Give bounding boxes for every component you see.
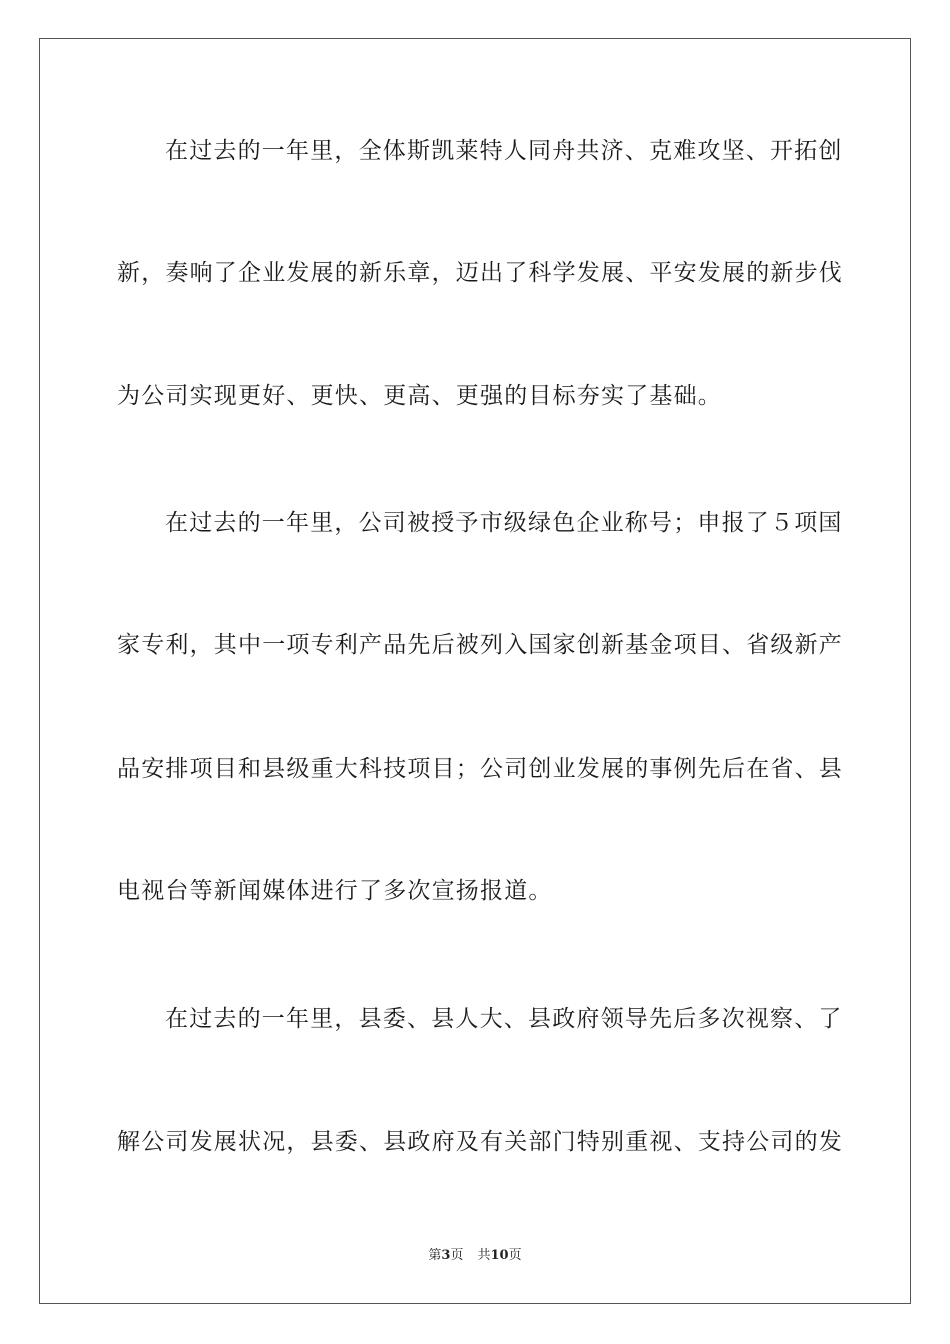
paragraph-1-line-3: 为公司实现更好、更快、更高、更强的目标夯实了基础。: [117, 383, 722, 409]
page-current: 3: [441, 1248, 451, 1263]
page-total: 10: [490, 1248, 509, 1263]
paragraph-3-line-2: 解公司发展状况，县委、县政府及有关部门特别重视、支持公司的发: [117, 1129, 843, 1155]
paragraph-1-line-2: 新，奏响了企业发展的新乐章，迈出了科学发展、平安发展的新步伐: [117, 260, 843, 286]
page-footer: [0, 1247, 950, 1265]
paragraph-2-line-2: 家专利，其中一项专利产品先后被列入国家创新基金项目、省级新产: [117, 632, 843, 658]
total-prefix: 共: [477, 1248, 491, 1263]
paragraph-2-line-1: 在过去的一年里，公司被授予市级绿色企业称号；申报了５项国: [165, 510, 843, 536]
page-prefix: 第: [428, 1248, 442, 1263]
paragraph-1-line-1: 在过去的一年里，全体斯凯莱特人同舟共济、克难攻坚、开拓创: [165, 138, 843, 164]
page-frame: [39, 38, 911, 1304]
paragraph-3-line-1: 在过去的一年里，县委、县人大、县政府领导先后多次视察、了: [165, 1006, 843, 1032]
paragraph-2-line-4: 电视台等新闻媒体进行了多次宣扬报道。: [117, 878, 553, 904]
total-unit: 页: [508, 1248, 522, 1263]
page-unit: 页: [450, 1248, 464, 1263]
paragraph-2-line-3: 品安排项目和县级重大科技项目；公司创业发展的事例先后在省、县: [117, 756, 843, 782]
